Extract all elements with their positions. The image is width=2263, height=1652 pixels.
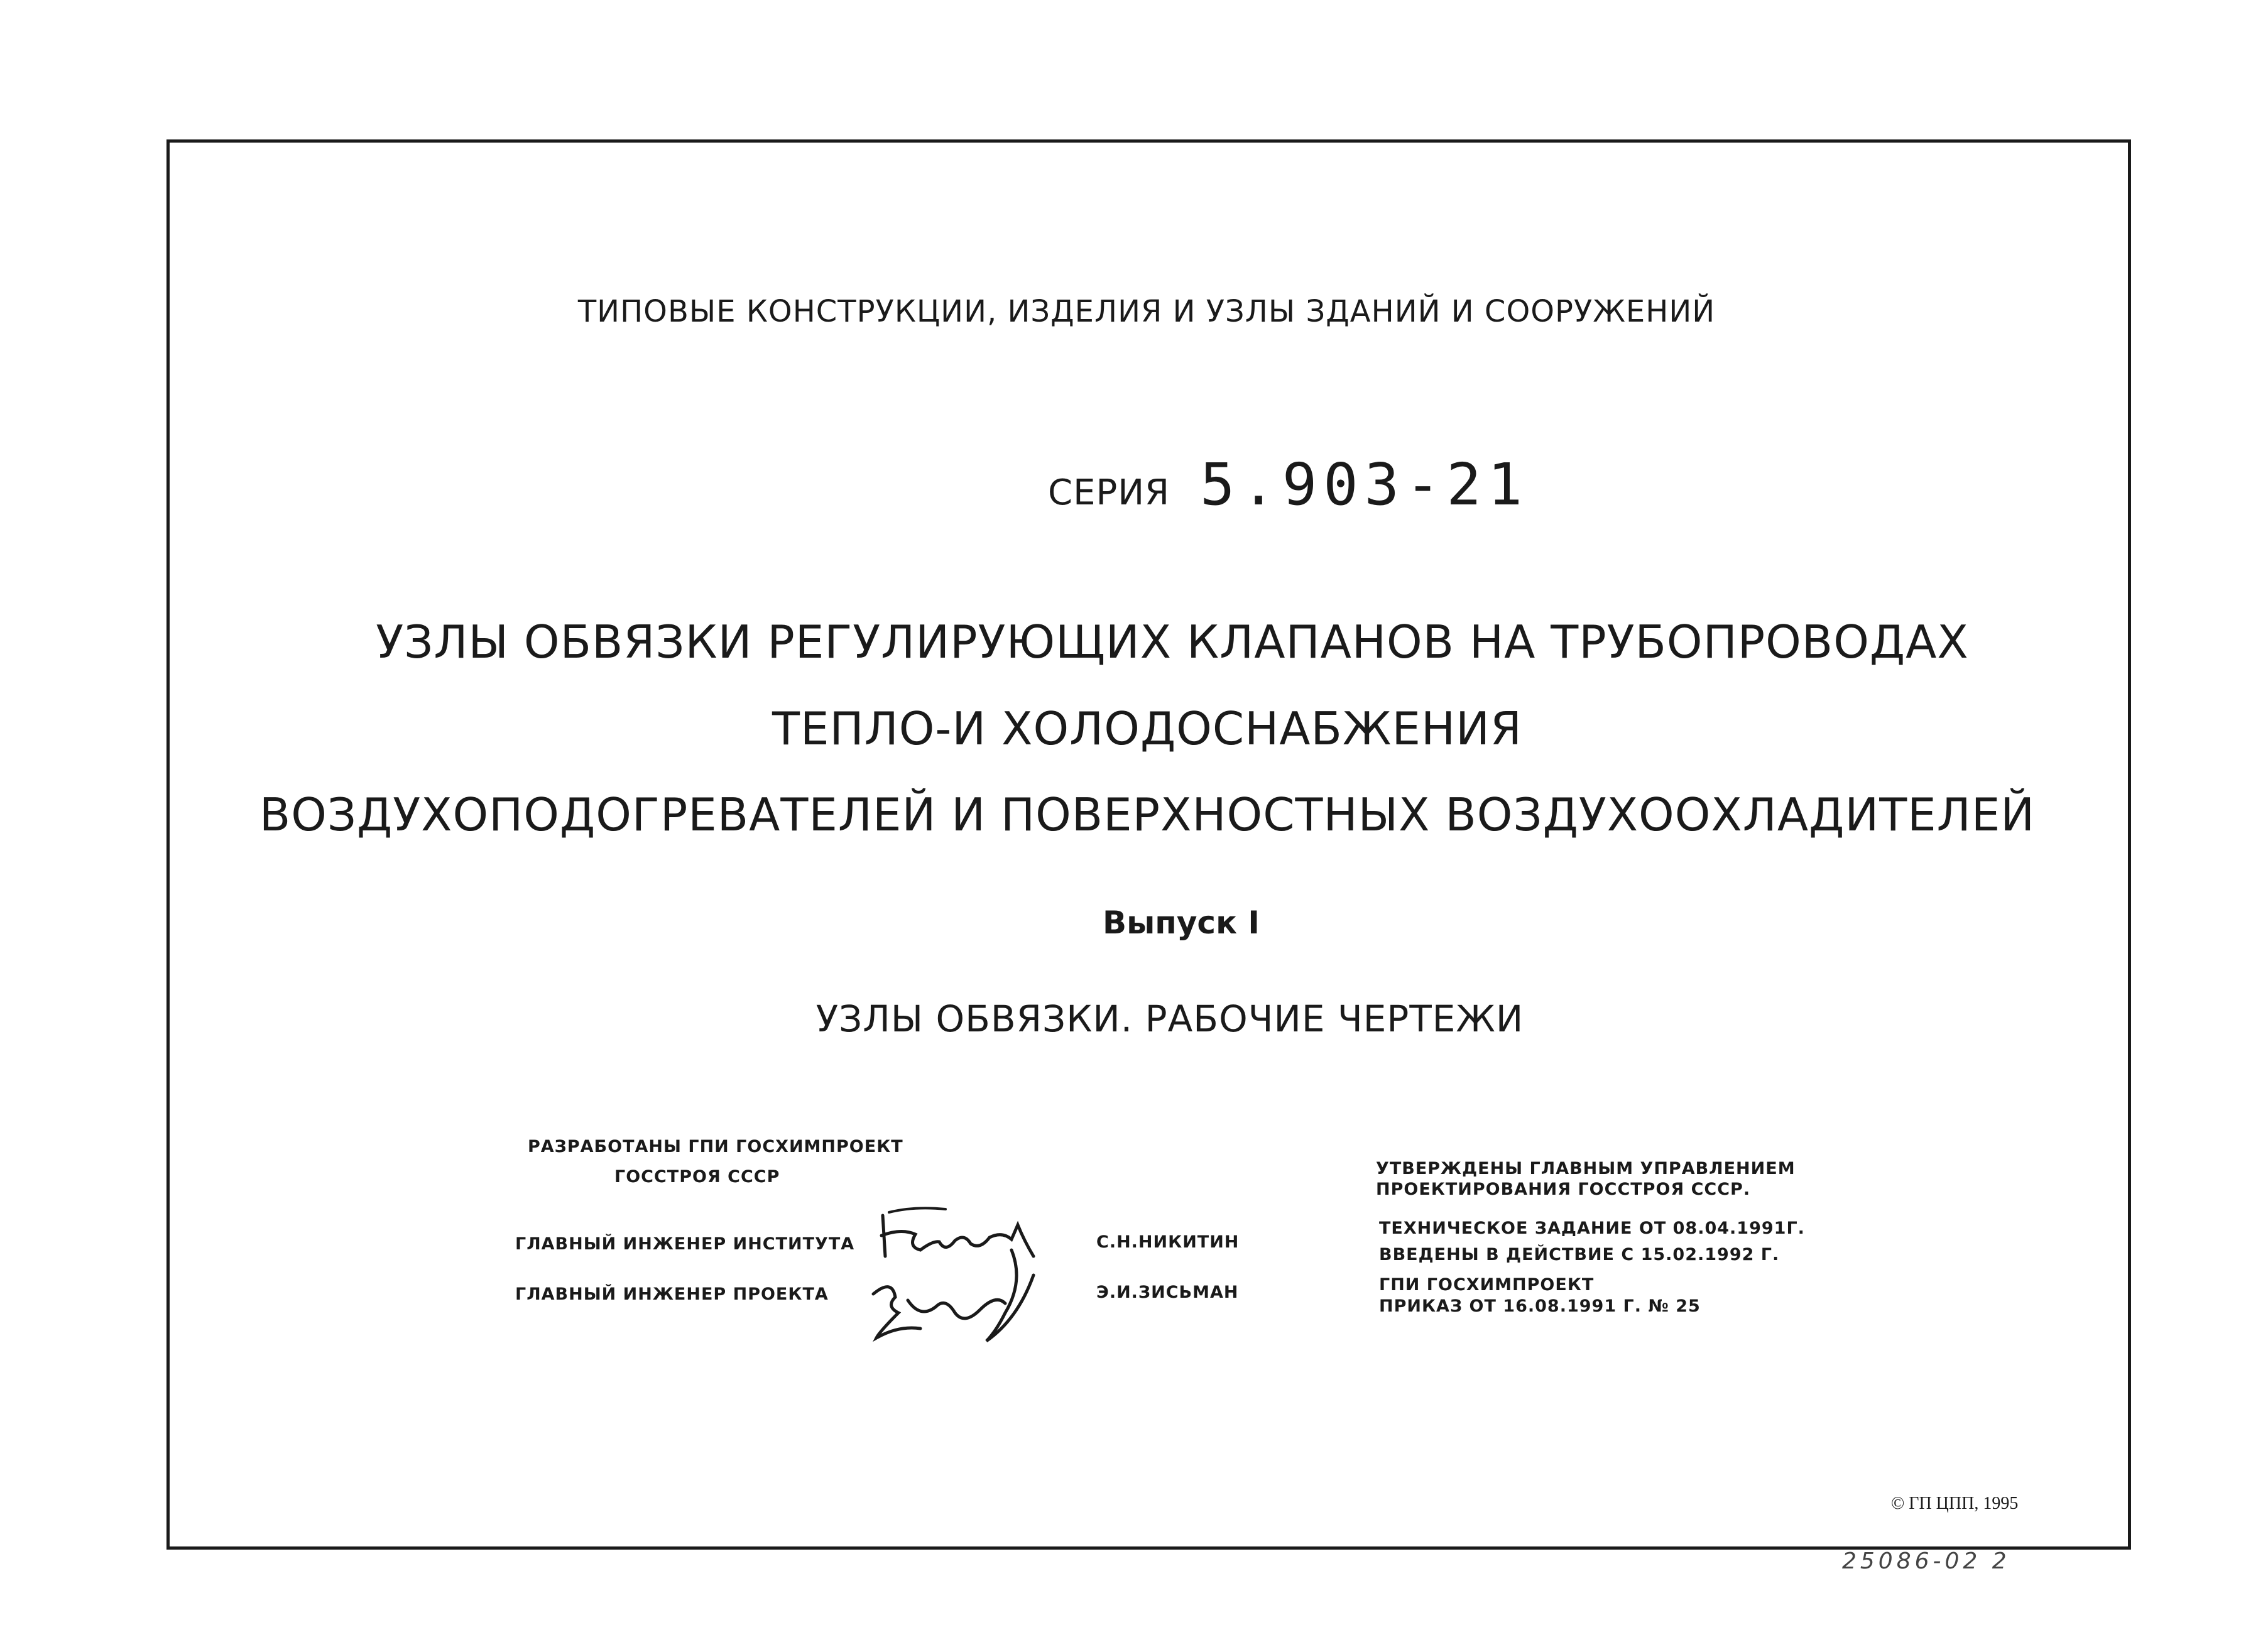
developer-organization: ГОССТРОЯ СССР	[614, 1167, 780, 1187]
approval-order: ПРИКАЗ ОТ 16.08.1991 Г. № 25	[1379, 1296, 1701, 1316]
series-supertitle: ТИПОВЫЕ КОНСТРУКЦИИ, ИЗДЕЛИЯ И УЗЛЫ ЗДАНИЙ И СООРУЖЕНИЙ	[577, 294, 1716, 329]
series-number: 5.903-21	[1200, 451, 1529, 518]
approval-effective-date: ВВЕДЕНЫ В ДЕЙСТВИЕ С 15.02.1992 Г.	[1379, 1245, 1780, 1264]
document-title-line-3: ВОЗДУХОПОДОГРЕВАТЕЛЕЙ И ПОВЕРХНОСТНЫХ ВОЗДУХООХЛАДИТЕЛЕЙ	[259, 788, 2036, 841]
developed-by: РАЗРАБОТАНЫ ГПИ ГОСХИМПРОЕКТ	[528, 1137, 903, 1156]
document-title-line-1: УЗЛЫ ОБВЯЗКИ РЕГУЛИРУЮЩИХ КЛАПАНОВ НА ТРУБОПРОВОДАХ	[376, 616, 1969, 668]
copyright: © ГП ЦПП, 1995	[1891, 1494, 2019, 1513]
series-heading	[1048, 451, 1529, 518]
series-label: СЕРИЯ	[1048, 472, 1170, 513]
approval-line-1: УТВЕРЖДЕНЫ ГЛАВНЫМ УПРАВЛЕНИЕМ	[1376, 1159, 1796, 1178]
chief-engineer-project-name: Э.И.ЗИСЬМАН	[1096, 1283, 1239, 1302]
archive-number: 25086-02 2	[1842, 1548, 2010, 1574]
chief-engineer-project-role: ГЛАВНЫЙ ИНЖЕНЕР ПРОЕКТА	[515, 1285, 829, 1304]
issue-number: Выпуск I	[1102, 905, 1260, 941]
signature-zisman	[861, 1244, 1049, 1350]
drawing-frame	[166, 139, 2131, 1550]
approval-institute: ГПИ ГОСХИМПРОЕКТ	[1379, 1275, 1595, 1295]
chief-engineer-institute-name: С.Н.НИКИТИН	[1096, 1232, 1240, 1252]
approval-technical-task: ТЕХНИЧЕСКОЕ ЗАДАНИЕ ОТ 08.04.1991Г.	[1379, 1219, 1805, 1238]
document-title-line-2: ТЕПЛО-И ХОЛОДОСНАБЖЕНИЯ	[772, 702, 1523, 755]
approval-line-2: ПРОЕКТИРОВАНИЯ ГОССТРОЯ СССР.	[1376, 1180, 1751, 1199]
document-subtitle: УЗЛЫ ОБВЯЗКИ. РАБОЧИЕ ЧЕРТЕЖИ	[815, 997, 1524, 1040]
chief-engineer-institute-role: ГЛАВНЫЙ ИНЖЕНЕР ИНСТИТУТА	[515, 1234, 855, 1254]
